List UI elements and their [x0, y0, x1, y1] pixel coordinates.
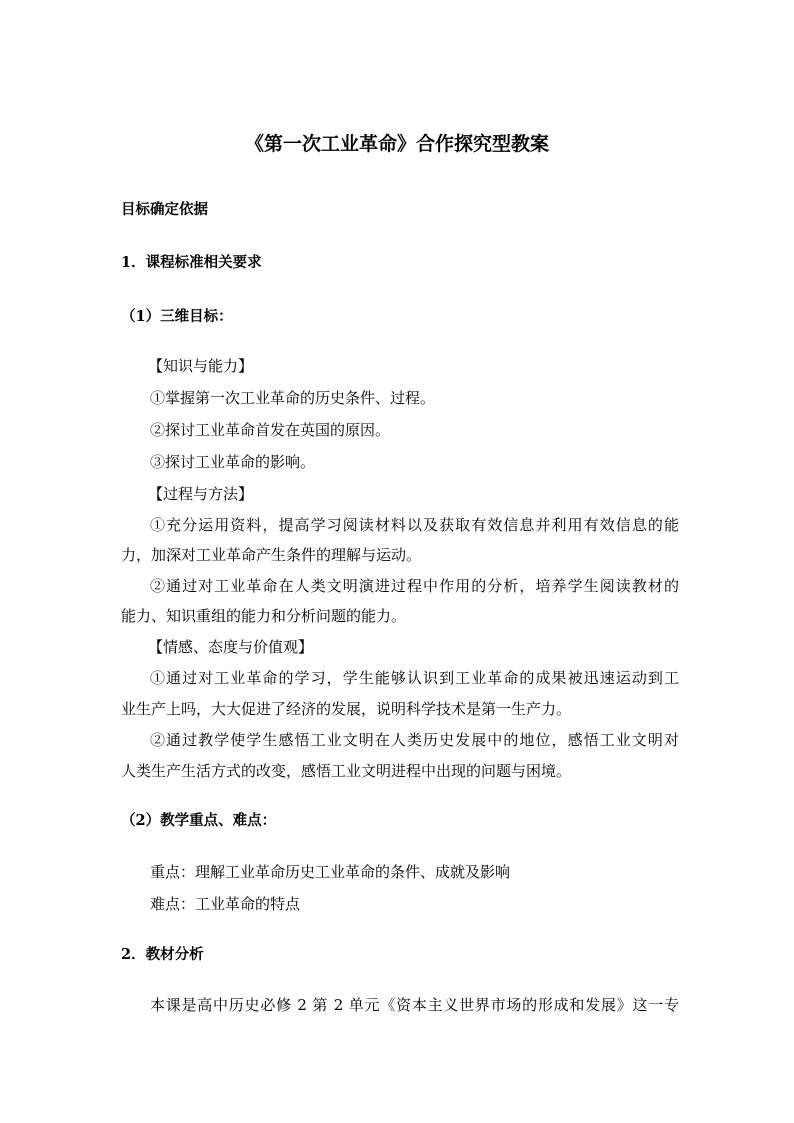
process-paragraph-line: 能力、知识重组的能力和分析问题的能力。: [121, 607, 407, 625]
emotion-paragraph-line: 业生产上吗，大大促进了经济的发展，说明科学技术是第一生产力。: [121, 700, 572, 718]
document-title: 《第一次工业革命》合作探究型教案: [244, 133, 549, 155]
process-paragraph-line: ②通过对工业革命在人类文明演进过程中作用的分析，培养学生阅读教材的: [150, 577, 679, 595]
difficult-point: 难点：工业革命的特点: [150, 895, 301, 913]
emotion-paragraph-line: 人类生产生活方式的改变，感悟工业文明进程中出现的问题与困境。: [121, 762, 572, 780]
process-heading: 【过程与方法】: [148, 485, 254, 503]
heading-basis: 目标确定依据: [121, 201, 208, 218]
key-point: 重点：理解工业革命历史工业革命的条件、成就及影响: [150, 863, 511, 881]
emotion-heading: 【情感、态度与价值观】: [148, 638, 314, 656]
subheading-three-goals: （1）三维目标：: [121, 308, 233, 325]
knowledge-item: ②探讨工业革命首发在英国的原因。: [150, 421, 391, 439]
knowledge-item: ③探讨工业革命的影响。: [150, 453, 316, 471]
heading-section-1: 1．课程标准相关要求: [121, 254, 262, 271]
process-paragraph-line: ①充分运用资料，提高学习阅读材料以及获取有效信息并利用有效信息的能: [150, 516, 679, 534]
subheading-key-difficult: （2）教学重点、难点：: [121, 812, 277, 829]
heading-section-2: 2．教材分析: [121, 946, 204, 963]
emotion-paragraph-line: ②通过教学使学生感悟工业文明在人类历史发展中的地位，感悟工业文明对: [150, 731, 679, 749]
process-paragraph-line: 力，加深对工业革命产生条件的理解与运动。: [121, 546, 422, 564]
analysis-paragraph-line: 本课是高中历史必修 2 第 2 单元《资本主义世界市场的形成和发展》这一专: [150, 996, 679, 1014]
emotion-paragraph-line: ①通过对工业革命的学习，学生能够认识到工业革命的成果被迅速运动到工: [150, 669, 679, 687]
knowledge-item: ①掌握第一次工业革命的历史条件、过程。: [150, 389, 436, 407]
knowledge-heading: 【知识与能力】: [148, 357, 254, 375]
